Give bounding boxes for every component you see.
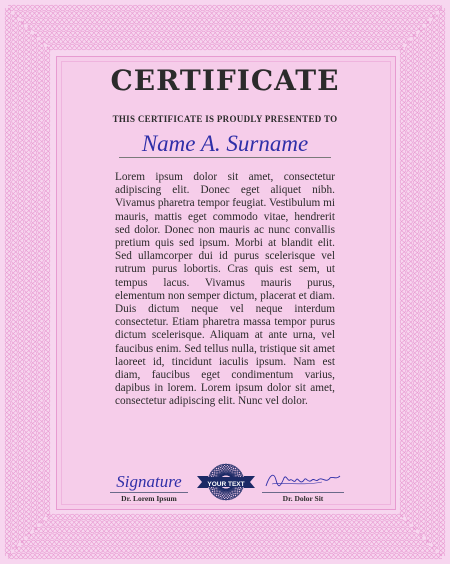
handwritten-signature-icon [262, 468, 344, 492]
left-signature: Signature [116, 472, 182, 491]
left-signature-line [110, 492, 188, 493]
right-signer-name: Dr. Dolor Sit [282, 494, 324, 503]
certificate-subtitle: THIS CERTIFICATE IS PROUDLY PRESENTED TO [112, 114, 338, 124]
certificate-title: CERTIFICATE [110, 64, 340, 97]
certificate-body-text: Lorem ipsum dolor sit amet, consectetur adipiscing elit. Donec eget aliquet nibh. Vivamus pharetra tempor feugiat. Vestibulum mi mauris, mattis eget commodo vitae, hendrerit sed dolor. Donec non mauris ac nunc convallis pretium quis sed ipsum. Morbi at blandit elit. Sed ullamcorper dui id purus scelerisque vel rutrum purus lobortis. Cras quis est sem, ut tempus lacus. Vivamus mauris purus, elementum non semper dictum, placerat et diam. Duis dictum neque vel neque interdum consectetur. Etiam pharetra massa tempor purus dictum scelerisque. Aliquam at ante urna, vel faucibus enim. Sed tellus nulla, tristique sit amet laoreet id, tincidunt iaculis ipsum. Nam est diam, faucibus eget condimentum varius, dapibus in lorem. Lorem ipsum dolor sit amet, consectetur adipiscing elit. Nunc vel dolor. [115, 171, 335, 408]
right-signature-line [262, 492, 344, 493]
left-signer-name: Dr. Lorem Ipsum [121, 494, 177, 503]
seal-label: YOUR TEXT [207, 481, 245, 488]
recipient-name: Name A. Surname [141, 131, 309, 156]
name-underline [119, 157, 331, 158]
